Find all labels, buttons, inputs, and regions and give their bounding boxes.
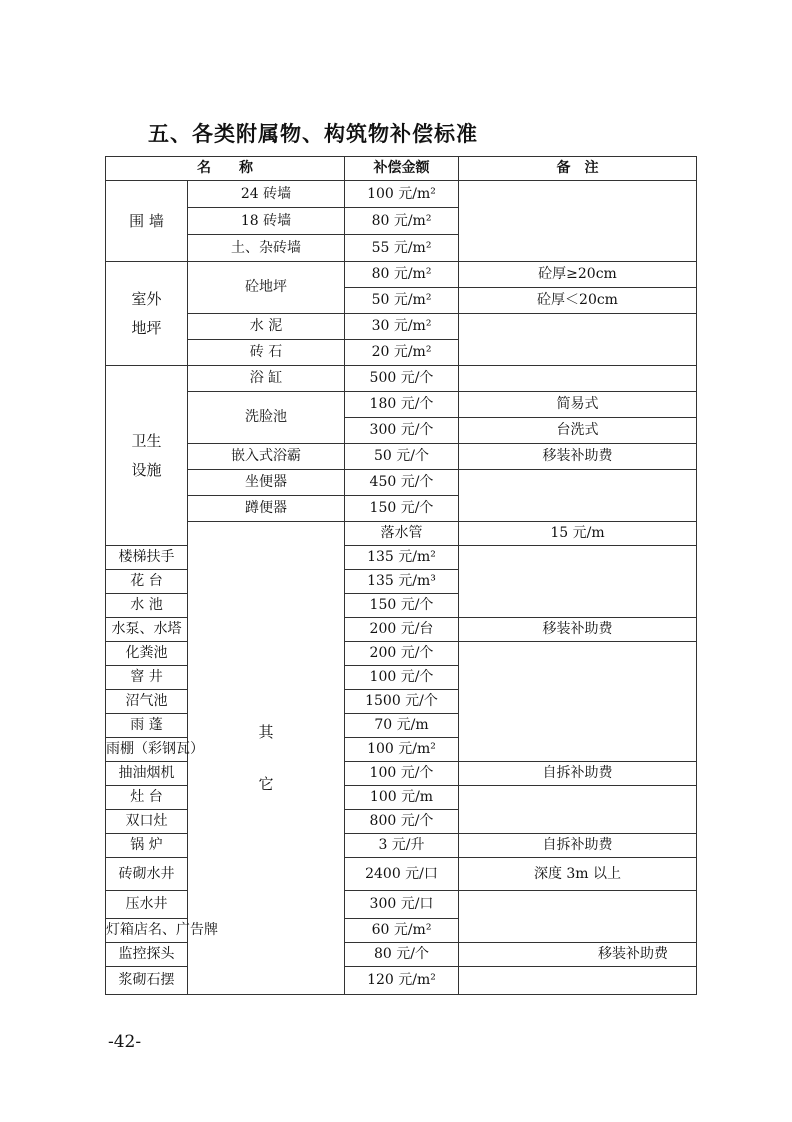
table-row xyxy=(106,392,697,418)
item-remark xyxy=(459,470,697,522)
item-name: 化粪池 xyxy=(106,642,188,666)
item-name: 土、杂砖墙 xyxy=(188,235,345,262)
table-row xyxy=(106,181,697,208)
category-sanitary xyxy=(106,366,188,546)
item-name: 洗脸池 xyxy=(188,392,345,444)
table-row xyxy=(106,314,697,340)
item-name: 双口灶 xyxy=(106,810,188,834)
item-name: 窨 井 xyxy=(106,666,188,690)
item-amount: 135 元/m³ xyxy=(345,570,459,594)
item-amount: 15 元/m xyxy=(459,522,697,546)
table-row xyxy=(106,444,697,470)
item-name: 浴 缸 xyxy=(188,366,345,392)
item-amount: 500 元/个 xyxy=(345,366,459,392)
item-name: 灶 台 xyxy=(106,786,188,810)
category-floor-label: 室外地坪 xyxy=(131,290,162,337)
item-amount: 200 元/个 xyxy=(345,642,459,666)
item-name: 水 池 xyxy=(106,594,188,618)
item-remark: 移装补助费 xyxy=(459,444,697,470)
item-amount: 450 元/个 xyxy=(345,470,459,496)
item-amount: 100 元/m xyxy=(345,786,459,810)
header-amount: 补偿金额 xyxy=(345,157,459,181)
item-amount: 135 元/m² xyxy=(345,546,459,570)
item-amount: 2400 元/口 xyxy=(345,858,459,891)
item-remark xyxy=(459,181,697,262)
category-sanitary-label: 卫生设施 xyxy=(131,432,162,479)
item-remark xyxy=(459,891,697,943)
item-name: 灯箱店名、广告牌 xyxy=(106,919,188,943)
header-name: 名 称 xyxy=(106,157,345,181)
table-header-row xyxy=(106,157,697,181)
item-amount: 100 元/m² xyxy=(345,181,459,208)
item-name: 雨 蓬 xyxy=(106,714,188,738)
compensation-table xyxy=(105,156,697,995)
item-name: 楼梯扶手 xyxy=(106,546,188,570)
item-name: 花 台 xyxy=(106,570,188,594)
item-remark: 深度 3m 以上 xyxy=(459,858,697,891)
item-amount: 80 元/m² xyxy=(345,208,459,235)
item-remark xyxy=(459,366,697,392)
item-name: 坐便器 xyxy=(188,470,345,496)
item-amount: 200 元/台 xyxy=(345,618,459,642)
item-remark: 台洗式 xyxy=(459,418,697,444)
item-remark: 移装补助费 xyxy=(459,618,697,642)
item-amount: 100 元/m² xyxy=(345,738,459,762)
table-row xyxy=(106,470,697,496)
item-remark: 移装补助费 xyxy=(459,943,697,967)
page-title: 五、各类附属物、构筑物补偿标准 xyxy=(148,122,478,146)
item-amount: 50 元/m² xyxy=(345,288,459,314)
item-amount: 800 元/个 xyxy=(345,810,459,834)
item-amount: 50 元/个 xyxy=(345,444,459,470)
item-name: 嵌入式浴霸 xyxy=(188,444,345,470)
item-remark: 简易式 xyxy=(459,392,697,418)
category-wall: 围 墙 xyxy=(106,181,188,262)
item-name: 砖 石 xyxy=(188,340,345,366)
item-name: 水泵、水塔 xyxy=(106,618,188,642)
item-remark xyxy=(459,967,697,995)
item-amount: 80 元/m² xyxy=(345,262,459,288)
item-name: 水 泥 xyxy=(188,314,345,340)
item-amount: 150 元/个 xyxy=(345,594,459,618)
item-amount: 180 元/个 xyxy=(345,392,459,418)
item-name: 24 砖墙 xyxy=(188,181,345,208)
item-name: 压水井 xyxy=(106,891,188,919)
table-row xyxy=(106,366,697,392)
item-amount: 60 元/m² xyxy=(345,919,459,943)
table-row xyxy=(106,262,697,288)
item-name: 锅 炉 xyxy=(106,834,188,858)
item-amount: 80 元/个 xyxy=(345,943,459,967)
item-amount: 100 元/个 xyxy=(345,762,459,786)
item-name: 落水管 xyxy=(345,522,459,546)
category-floor xyxy=(106,262,188,366)
item-remark: 砼厚＜20cm xyxy=(459,288,697,314)
item-remark: 自拆补助费 xyxy=(459,834,697,858)
item-name: 砖砌水井 xyxy=(106,858,188,891)
item-name: 抽油烟机 xyxy=(106,762,188,786)
item-name: 雨棚（彩钢瓦） xyxy=(106,738,188,762)
item-amount: 20 元/m² xyxy=(345,340,459,366)
item-amount: 300 元/个 xyxy=(345,418,459,444)
item-amount: 300 元/口 xyxy=(345,891,459,919)
item-remark xyxy=(459,642,697,762)
item-amount: 1500 元/个 xyxy=(345,690,459,714)
category-other-label-top: 其 xyxy=(258,723,274,741)
item-name: 沼气池 xyxy=(106,690,188,714)
category-other-label-bottom: 它 xyxy=(258,775,274,793)
item-amount: 3 元/升 xyxy=(345,834,459,858)
item-amount: 70 元/m xyxy=(345,714,459,738)
page-number: -42- xyxy=(108,1032,142,1052)
item-name: 浆砌石摆 xyxy=(106,967,188,995)
item-remark: 砼厚≥20cm xyxy=(459,262,697,288)
header-remark: 备 注 xyxy=(459,157,697,181)
item-amount: 100 元/个 xyxy=(345,666,459,690)
item-remark xyxy=(459,786,697,834)
table-row xyxy=(106,522,697,546)
item-name: 蹲便器 xyxy=(188,496,345,522)
item-name: 监控探头 xyxy=(106,943,188,967)
item-amount: 55 元/m² xyxy=(345,235,459,262)
item-remark: 自拆补助费 xyxy=(459,762,697,786)
item-amount: 120 元/m² xyxy=(345,967,459,995)
item-name: 砼地坪 xyxy=(188,262,345,314)
item-name: 18 砖墙 xyxy=(188,208,345,235)
item-amount: 30 元/m² xyxy=(345,314,459,340)
item-amount: 150 元/个 xyxy=(345,496,459,522)
item-remark xyxy=(459,314,697,366)
